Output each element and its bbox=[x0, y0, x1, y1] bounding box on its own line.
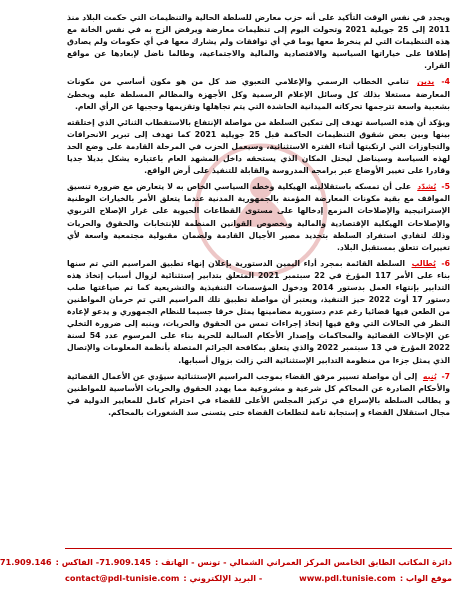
footer-email-link[interactable]: contact@pdl-tunisie.com bbox=[65, 573, 180, 583]
footer-phone[interactable]: 71.909.145 bbox=[99, 557, 151, 567]
footer-fax: 71.909.146 bbox=[0, 557, 52, 567]
paragraph-7 bbox=[67, 371, 450, 419]
paragraph-5 bbox=[67, 181, 450, 254]
footer-fax-group bbox=[0, 556, 99, 568]
paragraph-text: ويؤكد أن هذه السياسة تهدف إلى تمكين السلطة من مواصلة الإنتفاع بالاستقطاب الثنائي الذي إختلقته بينها وبين بعض شقوق التنظيمات الحاكمة قبل 25 جويلية 2021 كما تهدف إلى تبرير الانحرافات والتجاوزات التي ارتكبتها أثناء الفترة الاستثنائية، وسيعمل الحزب في المرحلة القادمة على وضع الحد لهذه السياسة وسيناضل ليحتل المكان الذي يستحقه داخل المشهد العام باعتباره يشكل بديلا جديا وقادرا على تغيير الأوضاع عبر برامجه المدروسة والقابلة للتنفيذ على أرض الواقع. bbox=[67, 117, 450, 176]
paragraph-number: 5- bbox=[441, 182, 450, 192]
footer-web-row bbox=[65, 572, 452, 584]
footer-website-link[interactable]: www.pdl.tunisie.com bbox=[299, 573, 396, 583]
paragraph-keyword: يُنبه bbox=[422, 371, 437, 381]
paragraph-4-continued bbox=[67, 117, 450, 177]
footer-website-label: موقع الواب : bbox=[399, 573, 452, 583]
letterhead-footer bbox=[0, 548, 452, 592]
footer-address-phone bbox=[99, 556, 452, 568]
footer-address: دائرة المكاتب الطابق الخامس المركز العمراني الشمالي - تونس - الهاتف : bbox=[154, 557, 452, 567]
footer-email-group bbox=[65, 572, 262, 584]
footer-divider bbox=[65, 548, 452, 549]
paragraph-number: 4- bbox=[441, 77, 450, 87]
paragraph-text: على أن تمسكه باستقلاليته الهيكلية وخطه السياسي الخاص به لا يتعارض مع ضرورة تنسيق المواقف مع بقية مكونات المعارضة المؤمنة بالجمهورية المدنية عندما يتعلق الأمر بالخيارات الوطنية الإستراتيجية والإصلاحات المزمع إدخالها على مستوى القطاعات الحيوية على غرار الإصلاح التربوي والإصلاحات الهيكلية الإقتصادية والمالية وبخصوص القوانين المنظمة للإنتخابات والحقوق والحريات وذلك لتفادي استفراد السلطة بتحديد مصير الأجيال القادمة ولضمان مقبولية مجتمعية واسعة لأي تغييرات تتعلق بمستقبل البلاد. bbox=[67, 182, 450, 252]
paragraph-keyword: يدين bbox=[417, 77, 435, 87]
paragraph-number: 7- bbox=[441, 371, 450, 381]
paragraph-intro bbox=[67, 12, 450, 72]
paragraph-number: 6- bbox=[441, 258, 450, 268]
paragraph-text: السلطة القائمة بمجرد أداء اليمين الدستورية بإعلان إنهاء تطبيق المراسيم التي تم سنها بناء على الأمر 117 المؤرخ في 22 سبتمبر 2021 المتعلق بتدابير إستثنائية لزوال أسباب إتخاذ هذه التدابير بإنتهاء العمل بدستور 2014 ودخول المؤسسات التنفيذية والتشريعية كما تم صياغتها صلب دستور 17 أوت 2022 حيز التنفيذ، ويعتبر أن مواصلة تطبيق تلك المراسيم التي تم حرمان المواطنين من الطعن فيها قضائيا رغم عدم دستورية مضامينها يمثل خرقا جسيما للنظام الجمهوري و يدعو لإعادة النظر في الحالات التي وقع فيها إتخاذ إجراءات تمس من الحقوق والحريات، وينبه إلى ضرورة التخلي عن الإحالات القضائية والمحاكمات وإصدار الأحكام السالبة للحرية بناء على المرسوم عدد 54 لسنة 2022 المؤرخ في 13 سبتمبر 2022 والذي يتعلق بمكافحة الجرائم المتصلة بأنظمة المعلومات والإتصال الذي يمثل جزءا من منظومة التدابير الإستثنائية التي زالت بزوال أسبابها. bbox=[67, 258, 450, 365]
paragraph-keyword: يُشدّد bbox=[417, 182, 437, 192]
footer-contact-row bbox=[0, 556, 452, 568]
paragraph-keyword: يُطالب bbox=[411, 258, 436, 268]
footer-email-label: - البريد الإلكتروني : bbox=[183, 573, 263, 583]
paragraph-6 bbox=[67, 258, 450, 367]
paragraph-text: تنامي الخطاب الرسمي والإعلامي التعبوي ضد كل من هو مكون أساسي من مكونات المعارضة مستغلا بذلك كل وسائل الإعلام الرسمية وكل الأجهزة والمظالم المسلطة عليه ويخطئ بشعبية واسعة تترجمها تحركاته الميدانية الحاشدة التي يتم تجاهلها وتقزيمها وحجبها عن الرأي العام. bbox=[67, 77, 450, 111]
paragraph-text: إلى أن مواصلة تسيير مرفق القضاء بموجب المراسيم الإستثنائية سيؤدي عن الأعمال القضائية والأحكام الصادرة عن المحاكم كل شرعية و مشروعية مما يهدد الحقوق والحريات الأساسية للمواطنين و يطالب السلطة بالإسراع في تركيز المجلس الأعلى للقضاء في احترام كامل للمعايير الدولية في مجال استقلال القضاء و إستجابة تامة لتطلعات القضاة حتى يتسنى سد الشغورات بالمحاكم. bbox=[66, 371, 450, 417]
paragraph-text: ويجدد في نفس الوقت التأكيد على أنه حزب معارض للسلطة الحالية والتنظيمات التي حكمت البلاد منذ 2011 إلى 25 جويلية 2021 وتحولت اليوم إلى تنظيمات معارضة ويرفض الزج به في نفس الخانة مع هذه التنظيمات التي لم ينخرط معها يوما في أي توافقات ولم يشارك معها في أي حكومات ولم يصادق إطلاقا على خياراتها السياسية والاقتصادية والمالية والاجتماعية، وطالما ناضل لإبعادها عن مواقع القرار. bbox=[67, 13, 450, 71]
document-body bbox=[67, 12, 450, 542]
paragraph-4 bbox=[67, 76, 450, 112]
footer-website-group bbox=[299, 572, 452, 584]
footer-fax-label: - الفاكس : bbox=[55, 557, 100, 567]
